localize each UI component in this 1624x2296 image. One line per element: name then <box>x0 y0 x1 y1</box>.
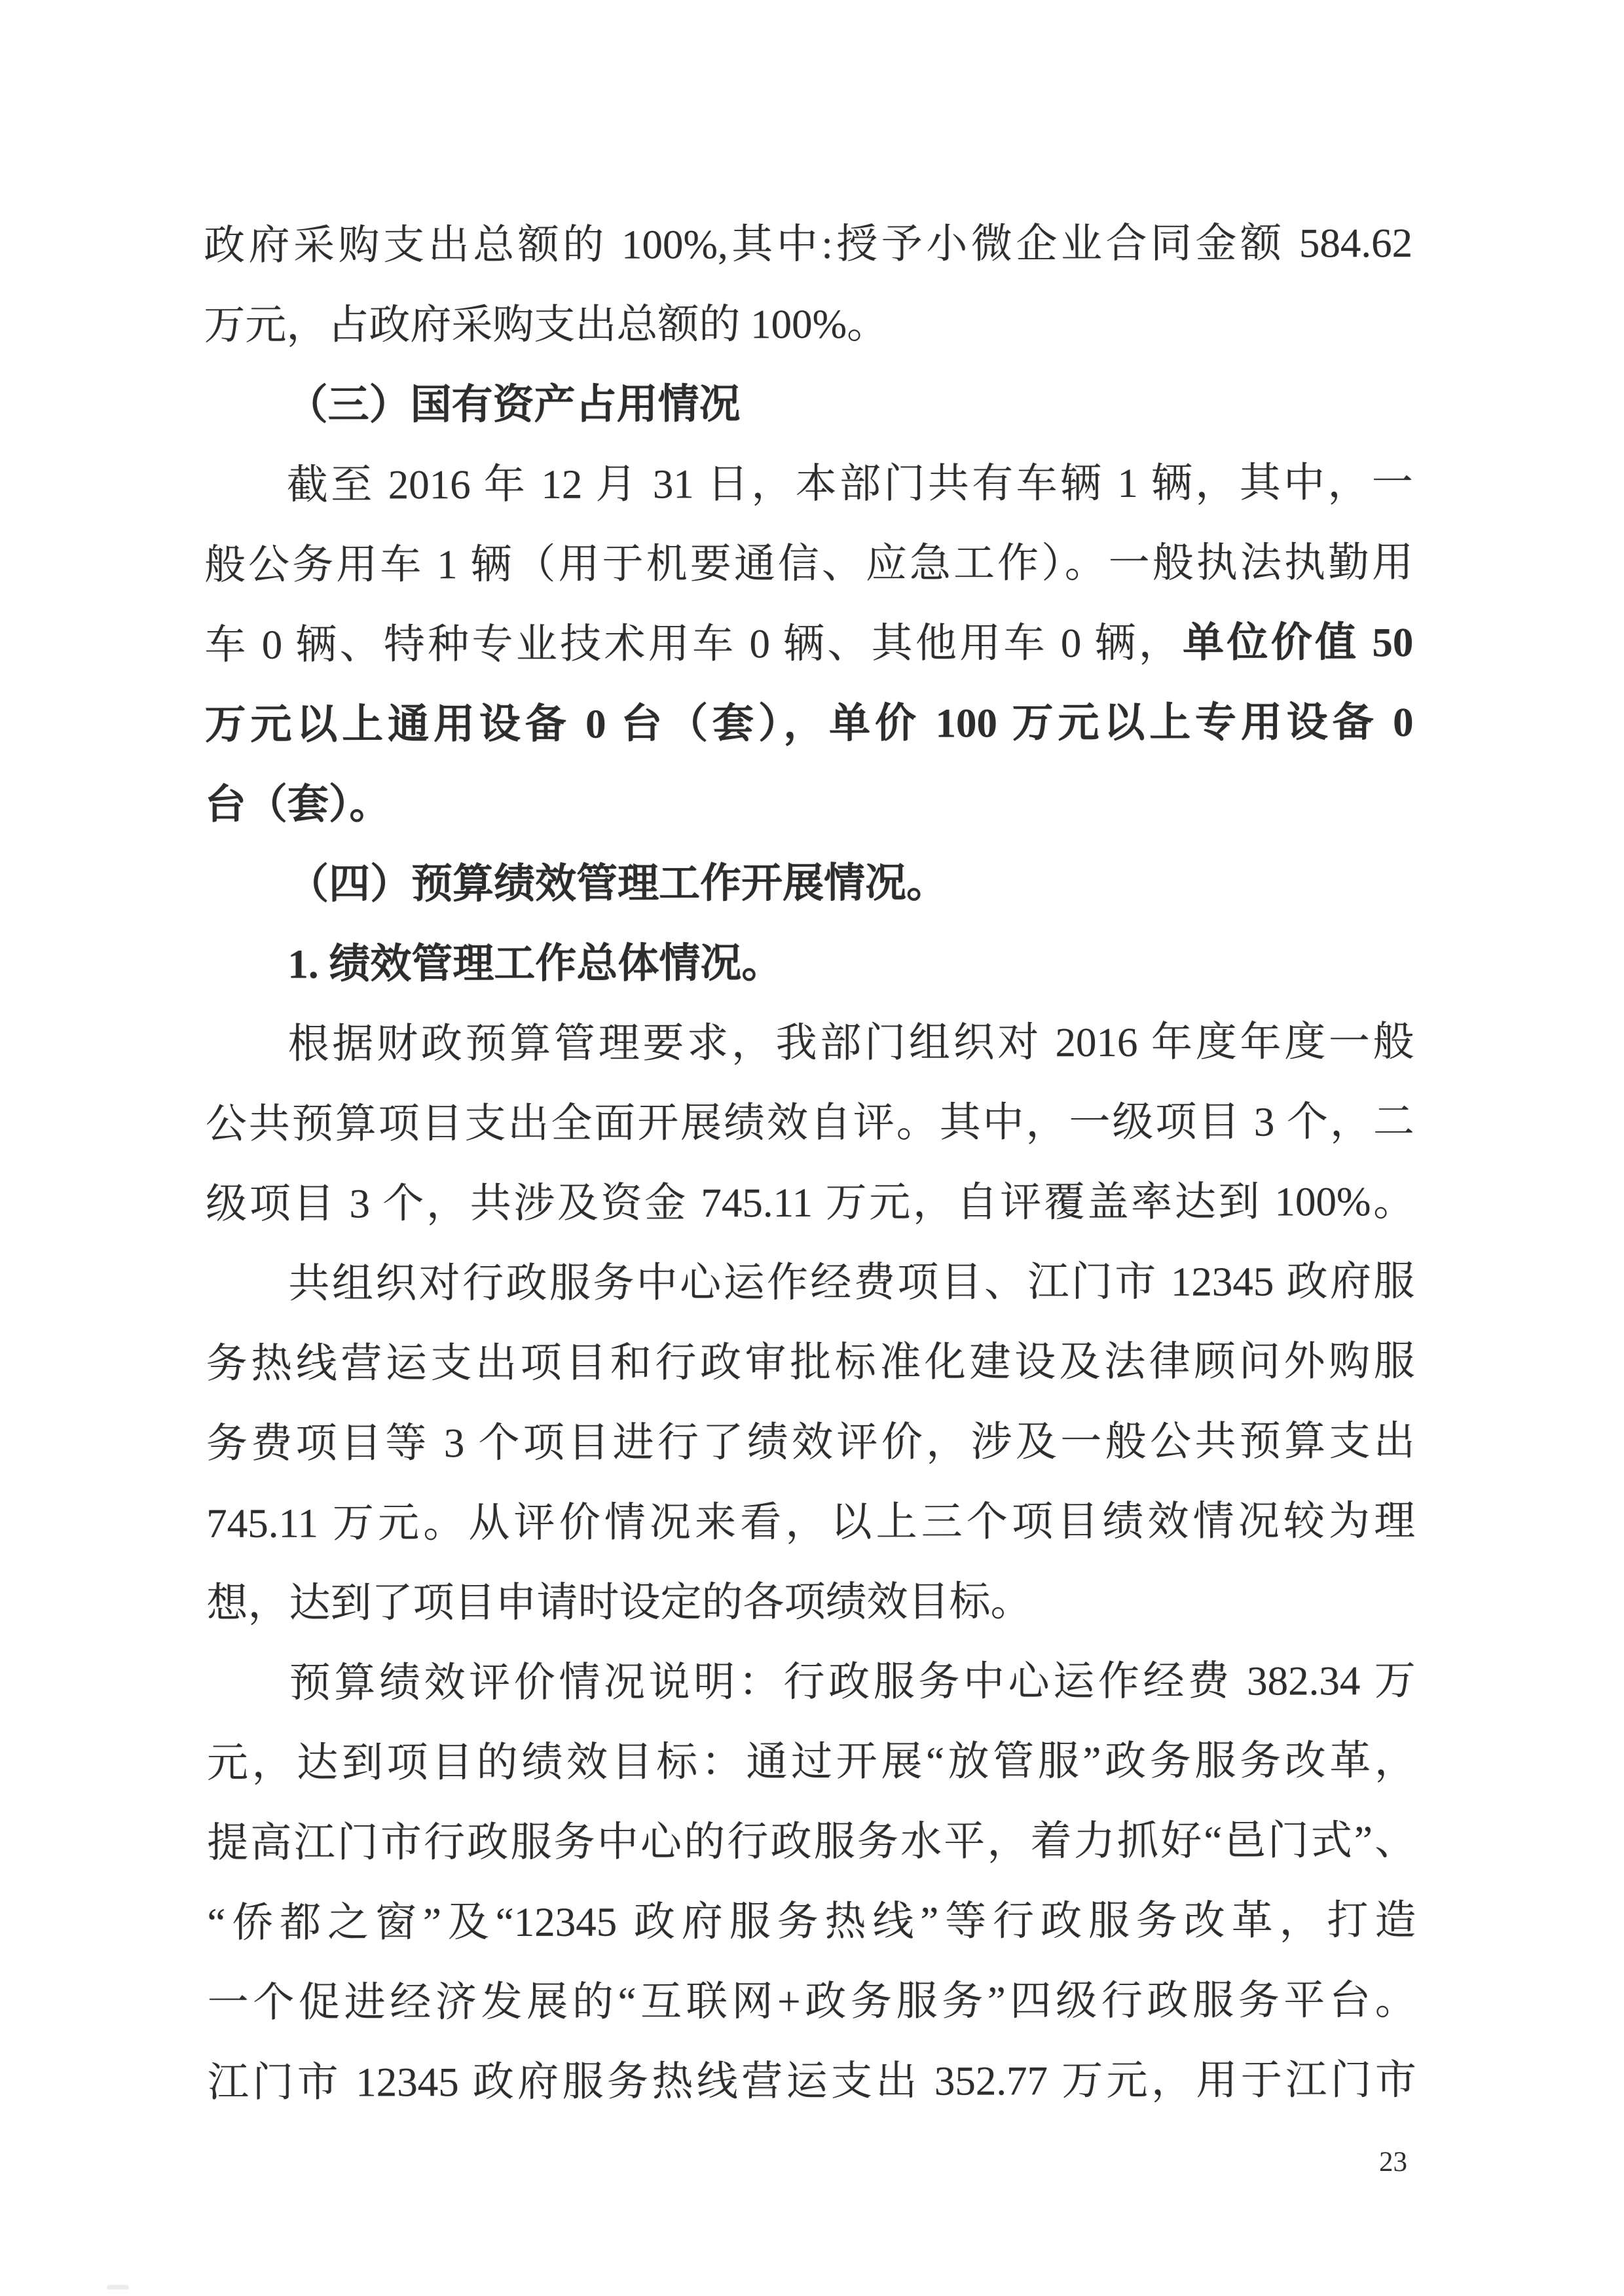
body-text: 想，达到了项目申请时设定的各项绩效目标。 <box>206 1578 1032 1626</box>
body-text: 般公务用车 1 辆（用于机要通信、应急工作）。一般执法执勤用 <box>204 539 1414 588</box>
body-line <box>206 1241 1414 1324</box>
heading-text: 1. 绩效管理工作总体情况。 <box>287 940 783 987</box>
body-line <box>206 1082 1414 1164</box>
body-text: 车 0 辆、特种专业技术用车 0 辆、其他用车 0 辆， <box>204 619 1183 668</box>
body-text: 公共预算项目支出全面开展绩效自评。其中，一级项目 3 个，二 <box>205 1099 1414 1147</box>
bold-text: 万元以上通用设备 0 台（套），单价 100 万元以上专用设备 0 <box>204 699 1414 748</box>
body-line <box>204 443 1413 525</box>
section-heading-4 <box>205 842 1414 924</box>
body-line <box>204 682 1413 765</box>
body-text: 提高江门市行政服务中心的行政服务水平，着力抓好“邑门式”、 <box>207 1817 1416 1866</box>
body-text: 共组织对行政服务中心运作经费项目、江门市 12345 政府服 <box>288 1258 1415 1307</box>
body-text: 截至 2016 年 12 月 31 日，本部门共有车辆 1 辆，其中，一 <box>286 460 1413 508</box>
scan-artifact <box>107 2285 129 2289</box>
body-line <box>205 1002 1414 1084</box>
body-line <box>206 1561 1415 1643</box>
heading-text: （三）国有资产占用情况 <box>286 381 741 428</box>
page-number: 23 <box>1379 2147 1407 2178</box>
bold-text: 单位价值 50 <box>1182 619 1414 666</box>
body-text: 根据财政预算管理要求，我部门组织对 2016 年度年度一般 <box>287 1019 1414 1067</box>
body-text: 江门市 12345 政府服务热线营运支出 352.77 万元，用于江门市 <box>207 2057 1417 2105</box>
body-line <box>207 1880 1416 1963</box>
body-line <box>204 522 1413 605</box>
body-line <box>204 203 1412 285</box>
body-text: 政府采购支出总额的 100%,其中:授予小微企业合同金额 584.62 <box>203 220 1413 268</box>
body-text: 一个促进经济发展的“互联网+政务服务”四级行政服务平台。 <box>207 1977 1416 2026</box>
body-line <box>207 1641 1416 1723</box>
body-line <box>204 602 1413 685</box>
body-text: 级项目 3 个，共涉及资金 745.11 万元，自评覆盖率达到 100%。 <box>206 1178 1415 1227</box>
page-body-text <box>204 203 1416 2123</box>
body-text: 万元，占政府采购支出总额的 100%。 <box>204 301 889 348</box>
heading-text: （四）预算绩效管理工作开展情况。 <box>287 860 948 907</box>
subsection-heading-1 <box>205 922 1414 1004</box>
body-line <box>206 1481 1415 1563</box>
body-text: 务费项目等 3 个项目进行了绩效评价，涉及一般公共预算支出 <box>206 1418 1415 1467</box>
body-text: 元，达到项目的绩效目标：通过开展“放管服”政务服务改革， <box>206 1738 1416 1786</box>
section-heading-3 <box>204 363 1412 445</box>
body-text: 务热线营运支出项目和行政审批标准化建设及法律顾问外购服 <box>206 1338 1415 1387</box>
body-line <box>207 1800 1416 1883</box>
body-line <box>207 1721 1416 1803</box>
body-line <box>204 283 1412 365</box>
body-line <box>208 2040 1416 2123</box>
body-text: “侨都之窗”及“12345 政府服务热线”等行政服务改革，打造 <box>207 1897 1416 1946</box>
body-line <box>208 1960 1416 2043</box>
body-line <box>205 762 1414 845</box>
body-text: 预算绩效评价情况说明：行政服务中心运作经费 382.34 万 <box>289 1658 1416 1706</box>
body-line <box>206 1161 1414 1244</box>
body-line <box>206 1321 1415 1404</box>
bold-text: 台（套）。 <box>204 781 391 828</box>
body-text: 745.11 万元。从评价情况来看，以上三个项目绩效情况较为理 <box>206 1498 1416 1546</box>
body-line <box>206 1401 1415 1484</box>
